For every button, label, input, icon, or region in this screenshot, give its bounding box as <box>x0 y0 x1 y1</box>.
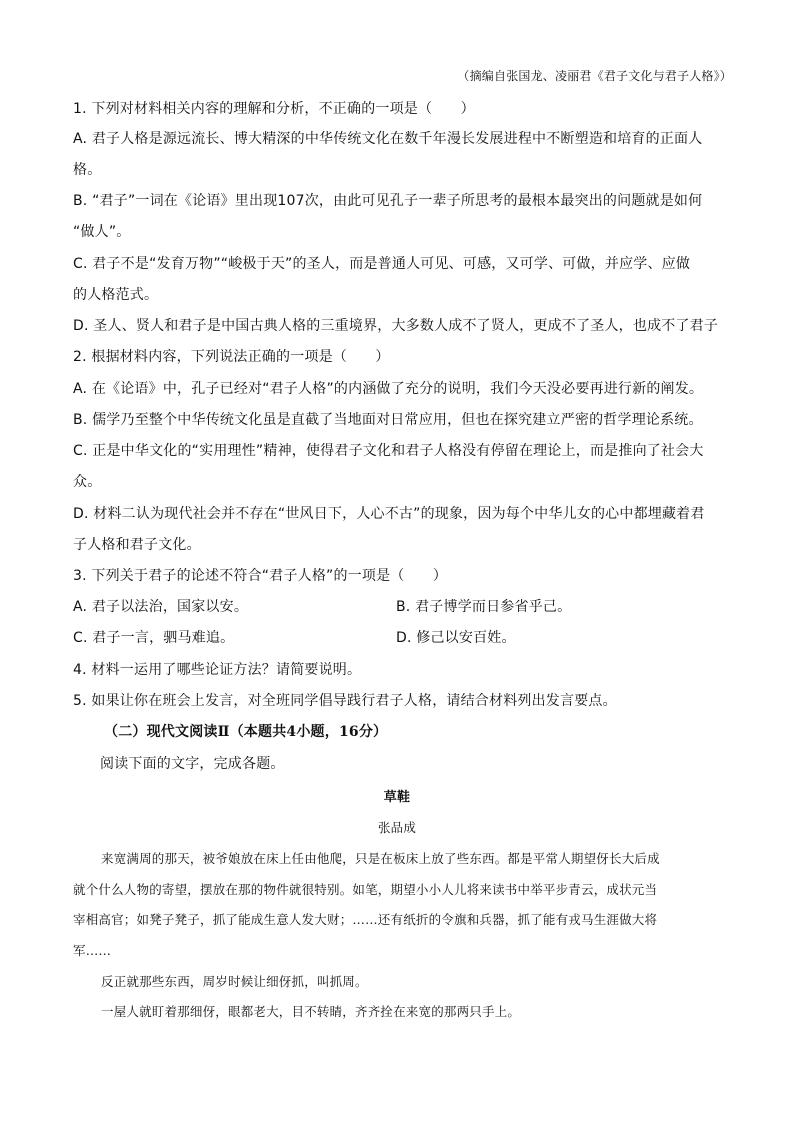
question-1-option-b: B. “君子”一词在《论语》里出现107次，由此可见孔子一辈子所思考的最根本最突出的问题就是如何 <box>73 193 703 209</box>
question-3-option-a: A. 君子以法治，国家以安。 <box>73 599 249 615</box>
passage-paragraph-1-line-3: 宰相高官；如凳子凳子，抓了能成生意人发大财；……还有纸折的令旗和兵器，抓了能有戎马生涯做大将 <box>73 912 658 927</box>
question-1-option-d: D. 圣人、贤人和君子是中国古典人格的三重境界，大多数人成不了贤人，更成不了圣人，也成不了君子 <box>73 318 719 334</box>
passage-paragraph-2: 反正就那些东西，周岁时候让细伢抓，叫抓周。 <box>101 974 368 989</box>
passage-paragraph-3: 一屋人就盯着那细伢，眼都老大，目不转睛，齐齐拴在来宽的那两只手上。 <box>101 1004 521 1019</box>
question-1-option-b-cont: “做人”。 <box>73 224 131 240</box>
question-2-option-c: C. 正是中华文化的“实用理性”精神，使得君子文化和君子人格没有停留在理论上，而是推向了社会大 <box>73 443 704 459</box>
passage-paragraph-1-line-2: 就个什么人物的寄望，摆放在那的物件就很特别。如笔，期望小小人儿将来读书中举平步青云，成状元当 <box>73 882 658 897</box>
question-1-option-a-cont: 格。 <box>73 162 102 178</box>
question-2-option-a: A. 在《论语》中，孔子已经对“君子人格”的内涵做了充分的说明，我们今天没必要再进行新的阐发。 <box>73 381 704 397</box>
question-2-stem: 2. 根据材料内容，下列说法正确的一项是（ ） <box>73 349 390 365</box>
passage-paragraph-1-line-4: 军…… <box>73 943 112 958</box>
question-1-stem: 1. 下列对材料相关内容的理解和分析，不正确的一项是（ ） <box>73 101 475 117</box>
question-3-stem: 3. 下列关于君子的论述不符合“君子人格”的一项是（ ） <box>73 568 448 584</box>
reading-instruction: 阅读下面的文字，完成各题。 <box>100 756 285 772</box>
passage-title: 草鞋 <box>383 790 411 805</box>
question-2-option-d: D. 材料二认为现代社会并不存在“世风日下，人心不古”的现象，因为每个中华儿女的心中都埋藏着君 <box>73 506 705 522</box>
question-1-option-a: A. 君子人格是源远流长、博大精深的中华传统文化在数千年漫长发展进程中不断塑造和培育的正面人 <box>73 131 703 147</box>
question-2-option-d-cont: 子人格和君子文化。 <box>73 537 201 553</box>
passage-author: 张品成 <box>377 820 417 835</box>
question-2-option-b: B. 儒学乃至整个中华传统文化虽是直截了当地面对日常应用，但也在探究建立严密的哲学理论系统。 <box>73 412 703 428</box>
question-3-option-d: D. 修己以安百姓。 <box>396 630 516 646</box>
question-2-option-c-cont: 众。 <box>73 474 102 490</box>
passage-paragraph-1-line-1: 来宽满周的那天，被爷娘放在床上任由他爬，只是在板床上放了些东西。都是平常人期望伢长大后成 <box>101 851 660 866</box>
section-heading: （二）现代文阅读Ⅱ（本题共4小题，16分） <box>104 724 388 740</box>
question-5: 5. 如果让你在班会上发言，对全班同学倡导践行君子人格，请结合材料列出发言要点。 <box>73 693 617 709</box>
question-3-option-c: C. 君子一言，驷马难追。 <box>73 630 235 646</box>
question-1-option-c: C. 君子不是“发育万物”“峻极于天”的圣人，而是普通人可见、可感，又可学、可做，并应学、应做 <box>73 256 691 272</box>
source-citation: （摘编自张国龙、凌丽君《君子文化与君子人格》） <box>457 69 732 83</box>
question-3-option-b: B. 君子博学而日参省乎己。 <box>396 599 572 615</box>
question-1-option-c-cont: 的人格范式。 <box>73 287 159 303</box>
question-4: 4. 材料一运用了哪些论证方法？请简要说明。 <box>73 662 362 678</box>
